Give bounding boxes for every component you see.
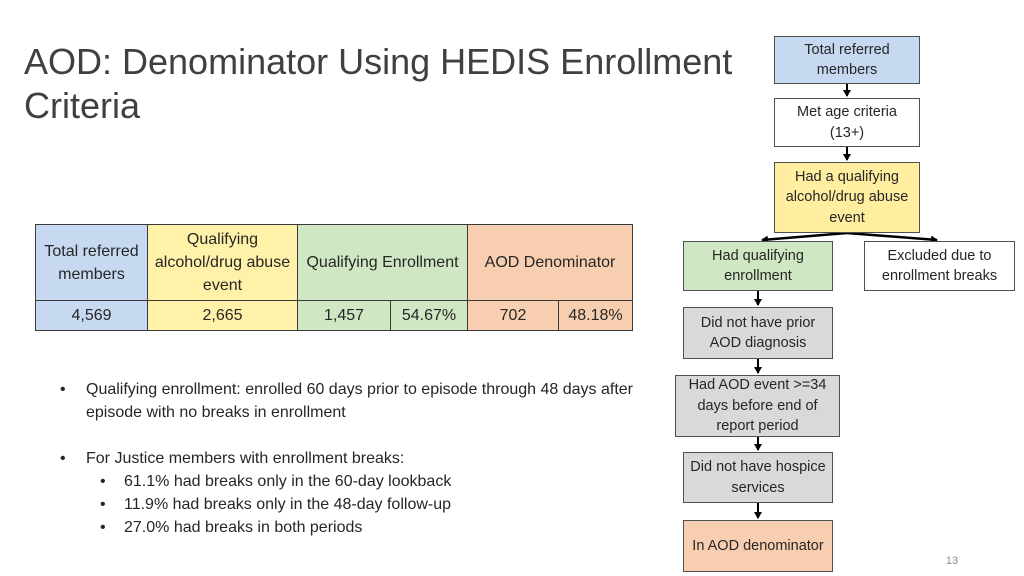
flow-no-prior-aod: Did not have prior AOD diagnosis [683,307,833,359]
value-denominator-pct: 48.18% [559,301,633,331]
flow-aod-event-34: Had AOD event >=34 days before end of report period [675,375,840,437]
flow-no-hospice: Did not have hospice services [683,452,833,503]
flow-total-referred: Total referred members [774,36,920,84]
flow-met-age: Met age criteria (13+) [774,98,920,147]
value-total-referred: 4,569 [36,301,148,331]
flow-qualifying-event: Had a qualifying alcohol/drug abuse event [774,162,920,233]
header-aod-denominator: AOD Denominator [468,225,633,301]
flow-qualifying-enrollment: Had qualifying enrollment [683,241,833,291]
page-title: AOD: Denominator Using HEDIS Enrollment Criteria [24,41,733,126]
page-number: 13 [945,555,959,567]
value-enrollment-pct: 54.67% [391,301,468,331]
value-abuse-event: 2,665 [148,301,298,331]
value-enrollment-count: 1,457 [298,301,391,331]
arrow-event-to-enrollment [762,233,847,240]
value-denominator-count: 702 [468,301,559,331]
note-justice-item: • 27.0% had breaks in both periods [86,516,636,539]
flow-in-denominator: In AOD denominator [683,520,833,572]
note-justice-intro-text: For Justice members with enrollment breaks: [86,450,405,467]
header-total-referred: Total referred members [36,225,148,301]
header-abuse-event: Qualifying alcohol/drug abuse event [148,225,298,301]
header-qualifying-enrollment: Qualifying Enrollment [298,225,468,301]
flow-excluded: Excluded due to enrollment breaks [864,241,1015,291]
note-justice-item: • 61.1% had breaks only in the 60-day lookback [86,470,636,493]
arrow-event-to-excluded [847,233,937,240]
note-justice-item: • 11.9% had breaks only in the 48-day follow-up [86,493,636,516]
note-enrollment-definition: • Qualifying enrollment: enrolled 60 days prior to episode through 48 days after episode with no breaks in enrollment [56,378,636,424]
